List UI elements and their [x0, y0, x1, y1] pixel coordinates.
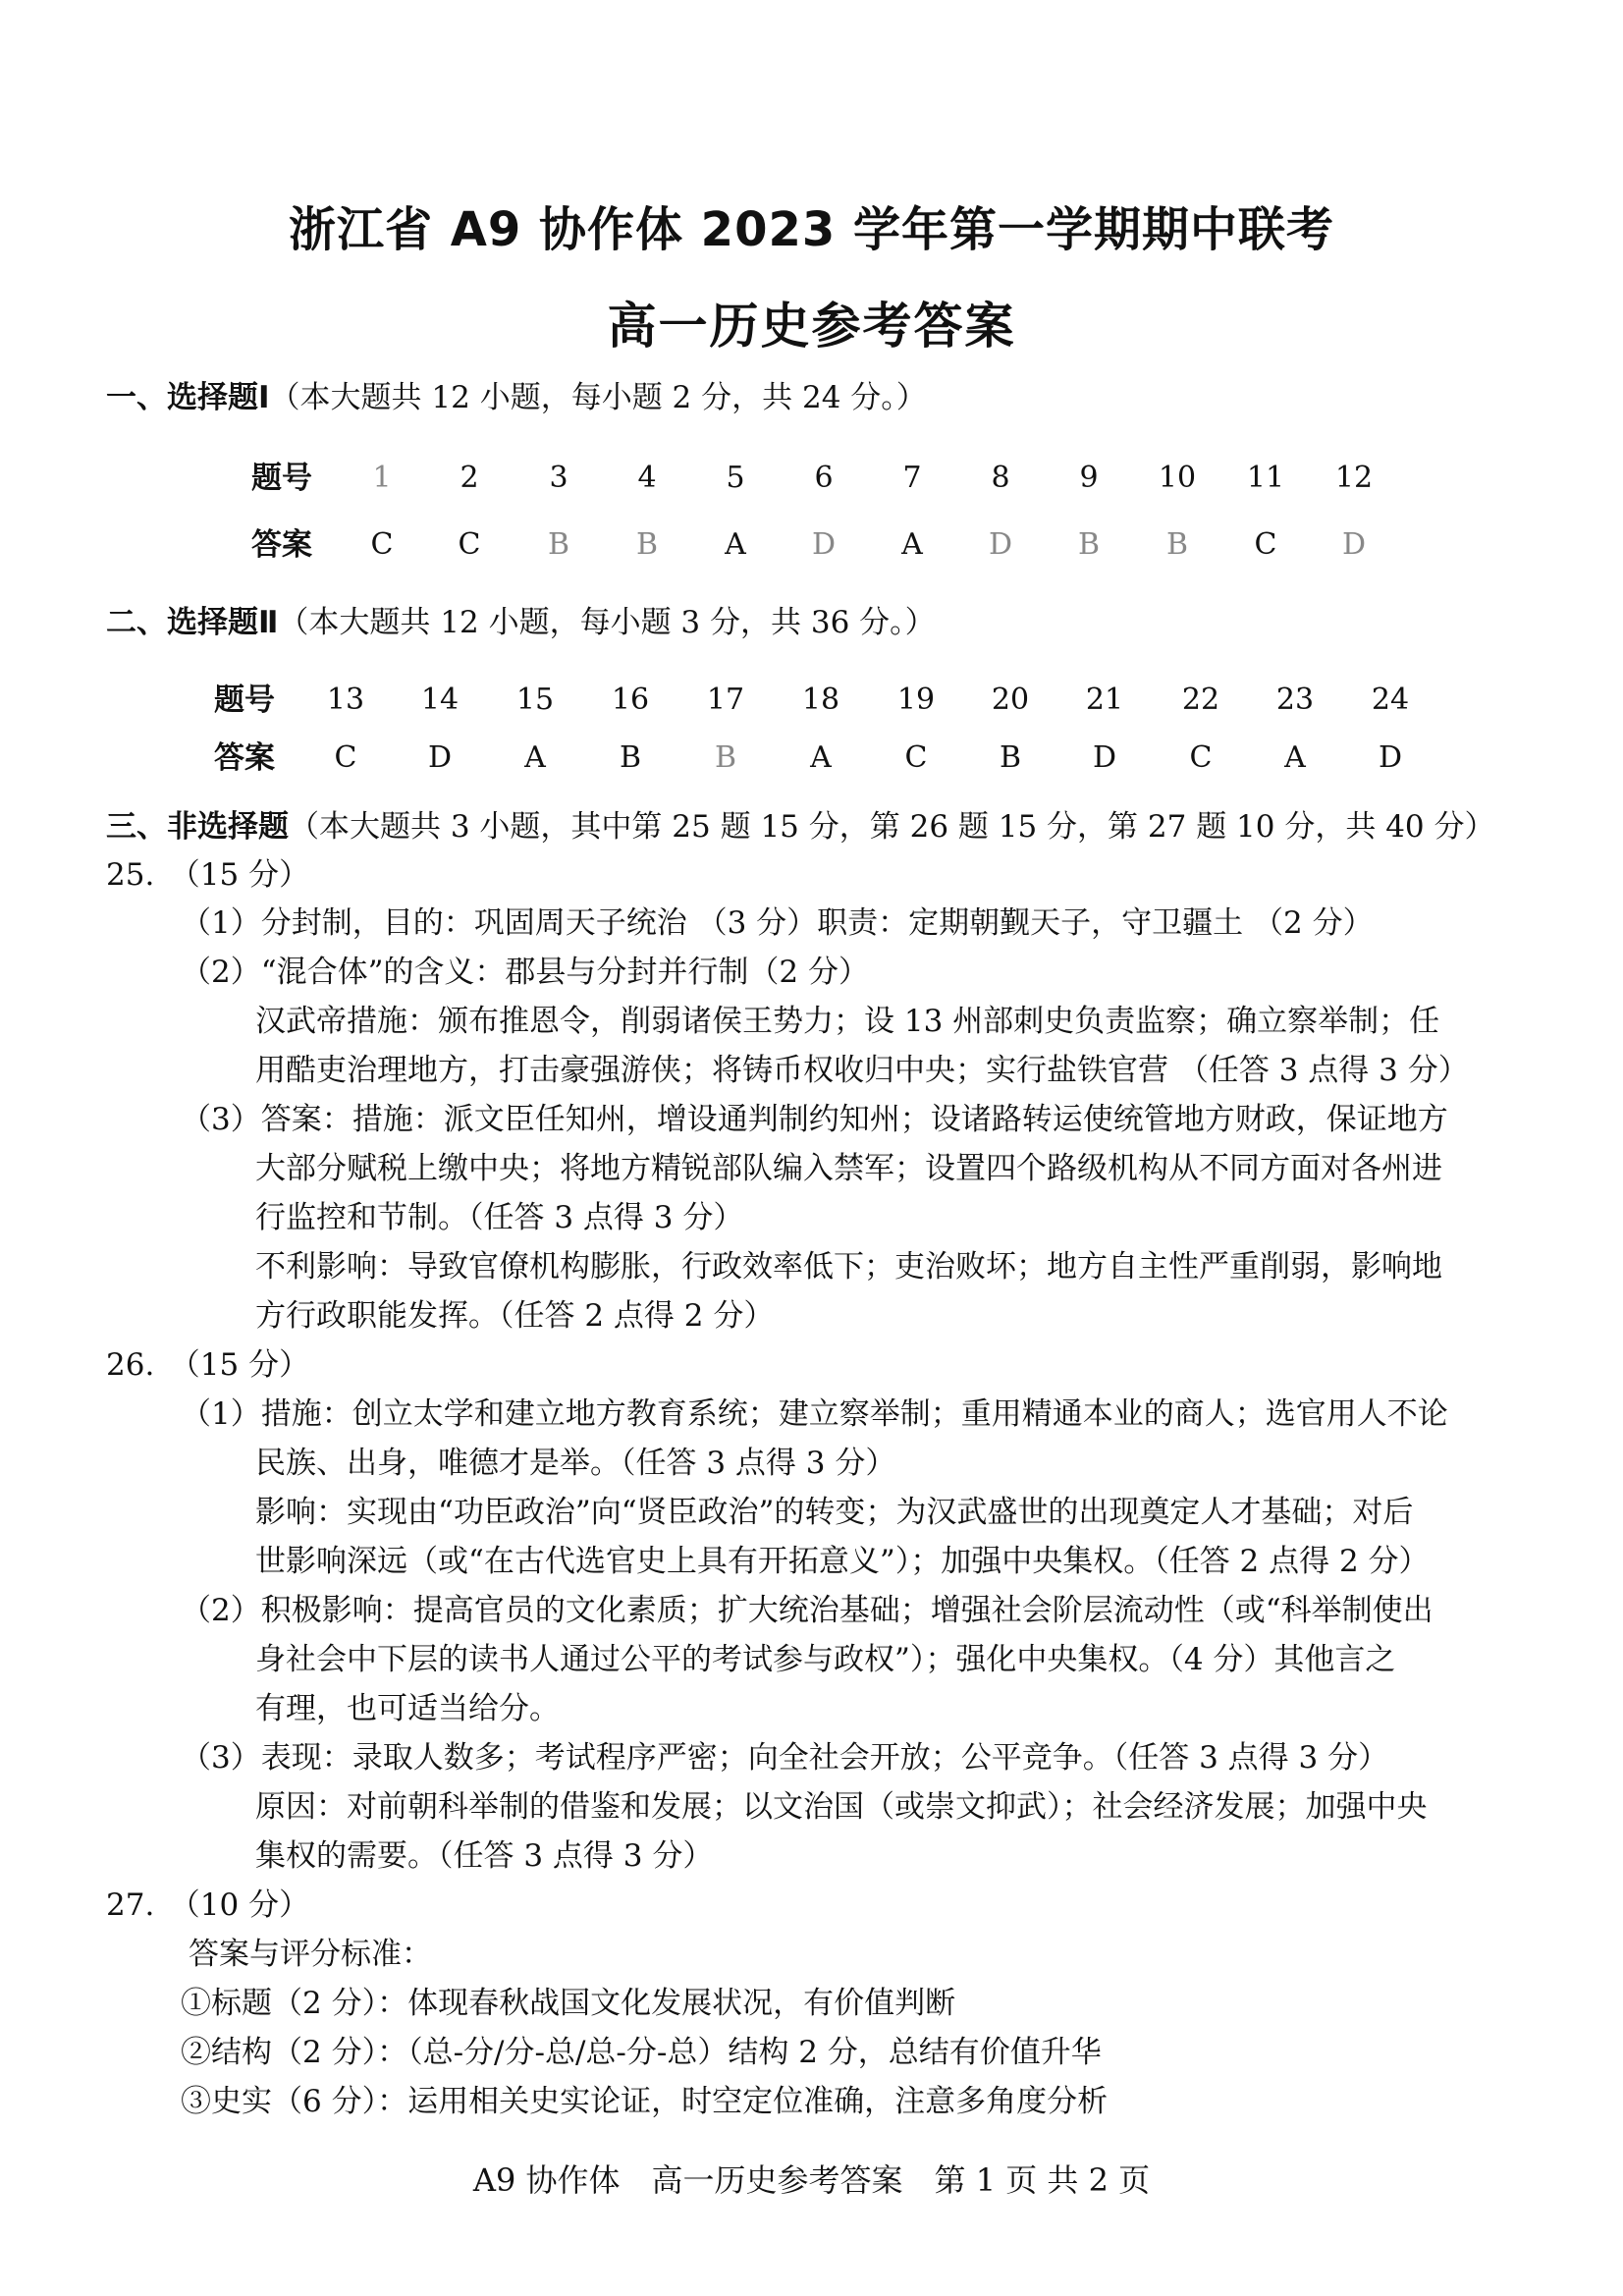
answer-letter: D [427, 740, 453, 775]
question-number: 14 [420, 683, 460, 717]
q25-line: （3）答案：措施：派文臣任知州，增设通判制约知州；设诸路转运使统管地方财政，保证地方 [181, 1102, 1448, 1137]
section2-number-label: 题号 [214, 683, 275, 718]
q25-line: 不利影响：导致官僚机构膨胀，行政效率低下；吏治败坏；地方自主性严重削弱，影响地 [255, 1249, 1442, 1285]
answer-letter: B [619, 740, 642, 775]
q27-line: 答案与评分标准： [189, 1937, 432, 1972]
q26-line: 身社会中下层的读书人通过公平的考试参与政权”）；强化中央集权。（4 分）其他言之 [255, 1642, 1396, 1677]
q26-line: （1）措施：创立太学和建立地方教育系统；建立察举制；重用精通本业的商人；选官用人不论 [181, 1396, 1448, 1432]
q26-line: 民族、出身，唯德才是举。（任答 3 点得 3 分） [255, 1446, 896, 1481]
q27-label: 27. （10 分） [106, 1887, 310, 1923]
answer-letter: D [811, 527, 837, 562]
question-number: 18 [801, 683, 840, 717]
q25-line: 用酷吏治理地方，打击豪强游侠；将铸币权收归中央；实行盐铁官营 （任答 3 点得 3 分） [255, 1053, 1469, 1088]
question-number: 19 [896, 683, 936, 717]
q27-line: ①标题（2 分）：体现春秋战国文化发展状况，有价值判断 [181, 1986, 956, 2021]
question-number: 1 [372, 461, 392, 495]
answer-letter: B [714, 740, 737, 775]
section2-answer-label: 答案 [214, 740, 275, 776]
answer-letter: B [999, 740, 1022, 775]
question-number: 10 [1158, 461, 1197, 495]
answer-letter: B [635, 527, 659, 562]
q26-line: 影响：实现由“功臣政治”向“贤臣政治”的转变；为汉武盛世的出现奠定人才基础；对后 [255, 1495, 1414, 1530]
q25-line: 方行政职能发挥。（任答 2 点得 2 分） [255, 1298, 775, 1334]
question-number: 16 [611, 683, 650, 717]
section3-header [106, 807, 1495, 847]
section1-heading: 一、选择题Ⅰ [106, 380, 270, 415]
q25-line: 汉武帝措施：颁布推恩令，削弱诸侯王势力；设 13 州部刺史负责监察；确立察举制；任 [255, 1004, 1440, 1039]
q26-line: 世影响深远（或“在古代选官史上具有开拓意义”）；加强中央集权。（任答 2 点得 2 分） [255, 1544, 1430, 1579]
answer-letter: A [901, 527, 923, 562]
q26-line: 集权的需要。（任答 3 点得 3 分） [255, 1838, 714, 1874]
question-number: 4 [637, 461, 657, 495]
page-footer: A9 协作体 高一历史参考答案 第 1 页 共 2 页 [472, 2161, 1151, 2199]
answer-letter: C [334, 740, 357, 775]
exam-subtitle: 高一历史参考答案 [607, 298, 1016, 355]
q26-line: 有理，也可适当给分。 [255, 1691, 560, 1726]
question-number: 6 [814, 461, 834, 495]
answer-letter: B [547, 527, 570, 562]
question-number: 3 [549, 461, 568, 495]
section1-note: （本大题共 12 小题，每小题 2 分，共 24 分。） [269, 380, 927, 415]
answer-letter: B [1077, 527, 1101, 562]
answer-letter: D [1378, 740, 1403, 775]
q26-label: 26. （15 分） [106, 1347, 310, 1383]
exam-title: 浙江省 A9 协作体 2023 学年第一学期期中联考 [289, 202, 1334, 257]
answer-letter: C [904, 740, 928, 775]
q25-line: （1）分封制，目的：巩固周天子统治 （3 分）职责：定期朝觐天子，守卫疆土 （2 分） [181, 905, 1374, 941]
question-number: 13 [326, 683, 365, 717]
answer-letter: D [1341, 527, 1367, 562]
section1-answer-label: 答案 [251, 527, 312, 563]
section1-number-row [0, 459, 1623, 498]
question-number: 23 [1275, 683, 1315, 717]
section3-note: （本大题共 3 小题，其中第 25 题 15 分，第 26 题 15 分，第 27 题 10 分，共 40 分） [289, 809, 1495, 845]
q26-line: （2）积极影响：提高官员的文化素质；扩大统治基础；增强社会阶层流动性（或“科举制使出 [181, 1593, 1434, 1628]
answer-letter: C [458, 527, 481, 562]
section2-answer-row [0, 738, 1623, 778]
answer-letter: C [1254, 527, 1277, 562]
section1-answer-row [0, 525, 1623, 565]
question-number: 17 [706, 683, 745, 717]
answer-letter: C [370, 527, 394, 562]
answer-letter: A [524, 740, 546, 775]
q25-line: 行监控和节制。（任答 3 点得 3 分） [255, 1200, 744, 1235]
question-number: 20 [991, 683, 1030, 717]
question-number: 24 [1371, 683, 1410, 717]
question-number: 12 [1334, 461, 1374, 495]
q26-line: （3）表现：录取人数多；考试程序严密；向全社会开放；公平竞争。（任答 3 点得 3 分） [181, 1740, 1389, 1776]
question-number: 8 [991, 461, 1010, 495]
answer-letter: C [1189, 740, 1213, 775]
question-number: 5 [726, 461, 745, 495]
answer-letter: B [1165, 527, 1189, 562]
section1-number-label: 题号 [251, 461, 312, 496]
question-number: 7 [902, 461, 922, 495]
question-number: 2 [460, 461, 479, 495]
question-number: 9 [1079, 461, 1099, 495]
section2-heading: 二、选择题Ⅱ [106, 605, 279, 640]
section3-heading: 三、非选择题 [106, 809, 289, 845]
answer-letter: A [1284, 740, 1306, 775]
question-number: 11 [1246, 461, 1285, 495]
section1-header [106, 378, 927, 417]
q27-line: ②结构（2 分）：（总-分/分-总/总-分-总）结构 2 分，总结有价值升华 [181, 2035, 1102, 2070]
answer-letter: A [725, 527, 746, 562]
section2-header [106, 603, 936, 642]
question-number: 22 [1181, 683, 1220, 717]
section2-note: （本大题共 12 小题，每小题 3 分，共 36 分。） [278, 605, 936, 640]
section2-number-row [0, 681, 1623, 720]
question-number: 21 [1085, 683, 1124, 717]
answer-letter: D [988, 527, 1013, 562]
question-number: 15 [515, 683, 555, 717]
answer-letter: D [1092, 740, 1117, 775]
q25-label: 25. （15 分） [106, 857, 310, 893]
q25-line: （2）“混合体”的含义：郡县与分封并行制（2 分） [181, 955, 869, 990]
q26-line: 原因：对前朝科举制的借鉴和发展；以文治国（或崇文抑武）；社会经济发展；加强中央 [255, 1789, 1428, 1825]
q27-line: ③史实（6 分）：运用相关史实论证，时空定位准确，注意多角度分析 [181, 2084, 1109, 2119]
answer-letter: A [810, 740, 832, 775]
q25-line: 大部分赋税上缴中央；将地方精锐部队编入禁军；设置四个路级机构从不同方面对各州进 [255, 1151, 1442, 1186]
